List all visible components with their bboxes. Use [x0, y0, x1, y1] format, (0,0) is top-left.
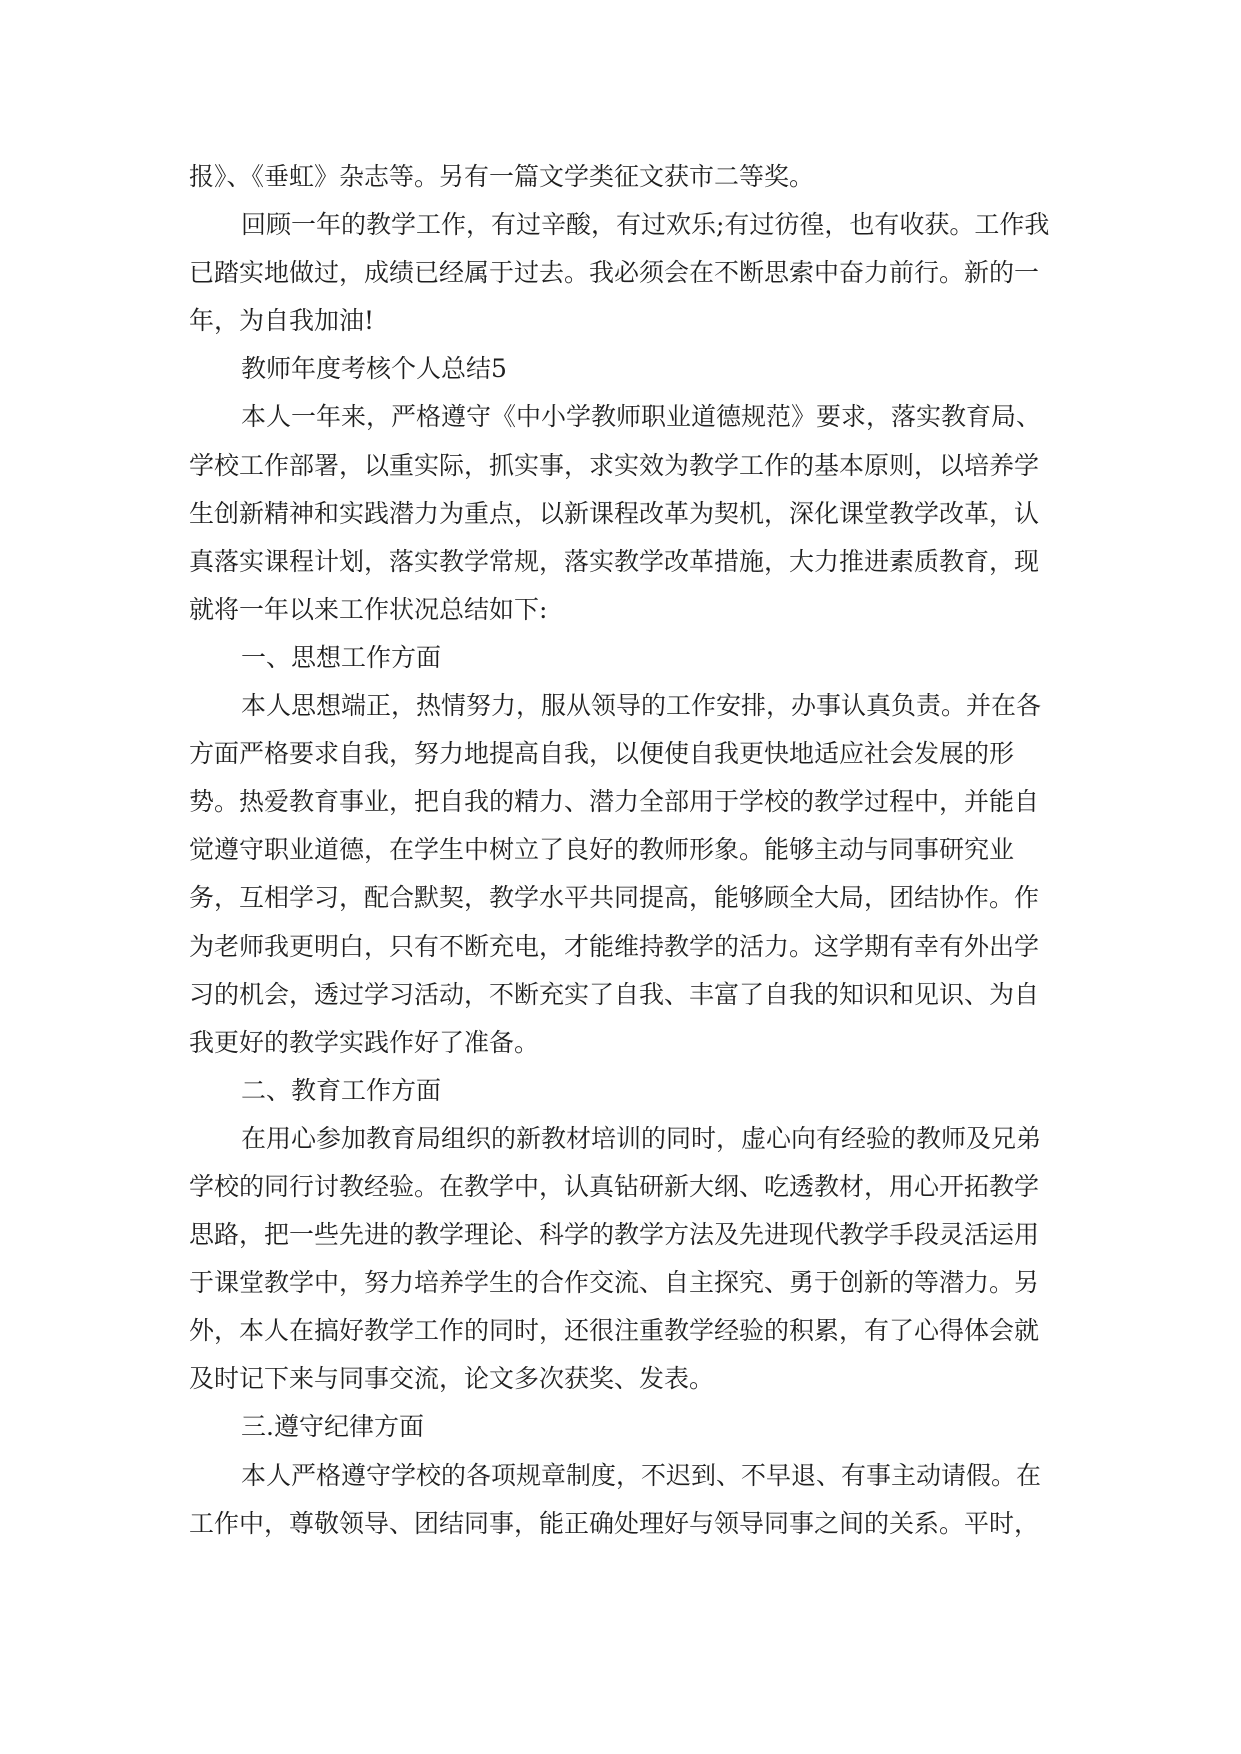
- text-line: 本人严格遵守学校的各项规章制度，不迟到、不早退、有事主动请假。在: [241, 1460, 1042, 1490]
- text-line: 思路，把一些先进的教学理论、科学的教学方法及先进现代教学手段灵活运用: [189, 1220, 1040, 1250]
- text-line: 为老师我更明白，只有不断充电，才能维持教学的活力。这学期有幸有外出学: [189, 931, 1040, 961]
- text-line: 我更好的教学实践作好了准备。: [189, 1027, 540, 1057]
- text-line: 工作中，尊敬领导、团结同事，能正确处理好与领导同事之间的关系。平时，: [189, 1508, 1040, 1538]
- text-line: 觉遵守职业道德，在学生中树立了良好的教师形象。能够主动与同事研究业: [189, 835, 1015, 865]
- text-line: 外，本人在搞好教学工作的同时，还很注重教学经验的积累，有了心得体会就: [189, 1316, 1040, 1346]
- text-line: 真落实课程计划，落实教学常规，落实教学改革措施，大力推进素质教育，现: [189, 546, 1040, 576]
- text-line: 二、教育工作方面: [241, 1075, 442, 1105]
- text-line: 及时记下来与同事交流，论文多次获奖、发表。: [189, 1364, 715, 1394]
- text-line: 方面严格要求自我，努力地提高自我，以便使自我更快地适应社会发展的形: [189, 739, 1015, 769]
- text-line: 学校的同行讨教经验。在教学中，认真钻研新大纲、吃透教材，用心开拓教学: [189, 1171, 1040, 1201]
- text-line: 于课堂教学中，努力培养学生的合作交流、自主探究、勇于创新的等潜力。另: [189, 1268, 1040, 1298]
- text-line: 报》、《垂虹》杂志等。另有一篇文学类征文获市二等奖。: [189, 162, 815, 191]
- text-line: 本人一年来，严格遵守《中小学教师职业道德规范》要求，落实教育局、: [241, 402, 1042, 432]
- text-line: 年，为自我加油!: [189, 306, 375, 336]
- text-line: 生创新精神和实践潜力为重点，以新课程改革为契机，深化课堂教学改革，认: [189, 498, 1040, 528]
- text-line: 习的机会，透过学习活动，不断充实了自我、丰富了自我的知识和见识、为自: [189, 979, 1040, 1009]
- text-line: 教师年度考核个人总结5: [241, 354, 507, 384]
- text-line: 就将一年以来工作状况总结如下:: [189, 594, 548, 624]
- text-line: 已踏实地做过，成绩已经属于过去。我必须会在不断思索中奋力前行。新的一: [189, 258, 1040, 288]
- text-line: 在用心参加教育局组织的新教材培训的同时，虚心向有经验的教师及兄弟: [241, 1123, 1042, 1153]
- document-body: [189, 153, 1069, 1548]
- text-line: 学校工作部署，以重实际，抓实事，求实效为教学工作的基本原则，以培养学: [189, 450, 1040, 480]
- text-line: 三.遵守纪律方面: [241, 1412, 424, 1442]
- text-line: 势。热爱教育事业，把自我的精力、潜力全部用于学校的教学过程中，并能自: [189, 787, 1040, 817]
- text-line: 本人思想端正，热情努力，服从领导的工作安排，办事认真负责。并在各: [241, 691, 1042, 721]
- text-line: 一、思想工作方面: [241, 642, 442, 672]
- text-line: 回顾一年的教学工作，有过辛酸，有过欢乐;有过彷徨，也有收获。工作我: [241, 210, 1050, 240]
- text-line: 务，互相学习，配合默契，教学水平共同提高，能够顾全大局，团结协作。作: [189, 883, 1040, 913]
